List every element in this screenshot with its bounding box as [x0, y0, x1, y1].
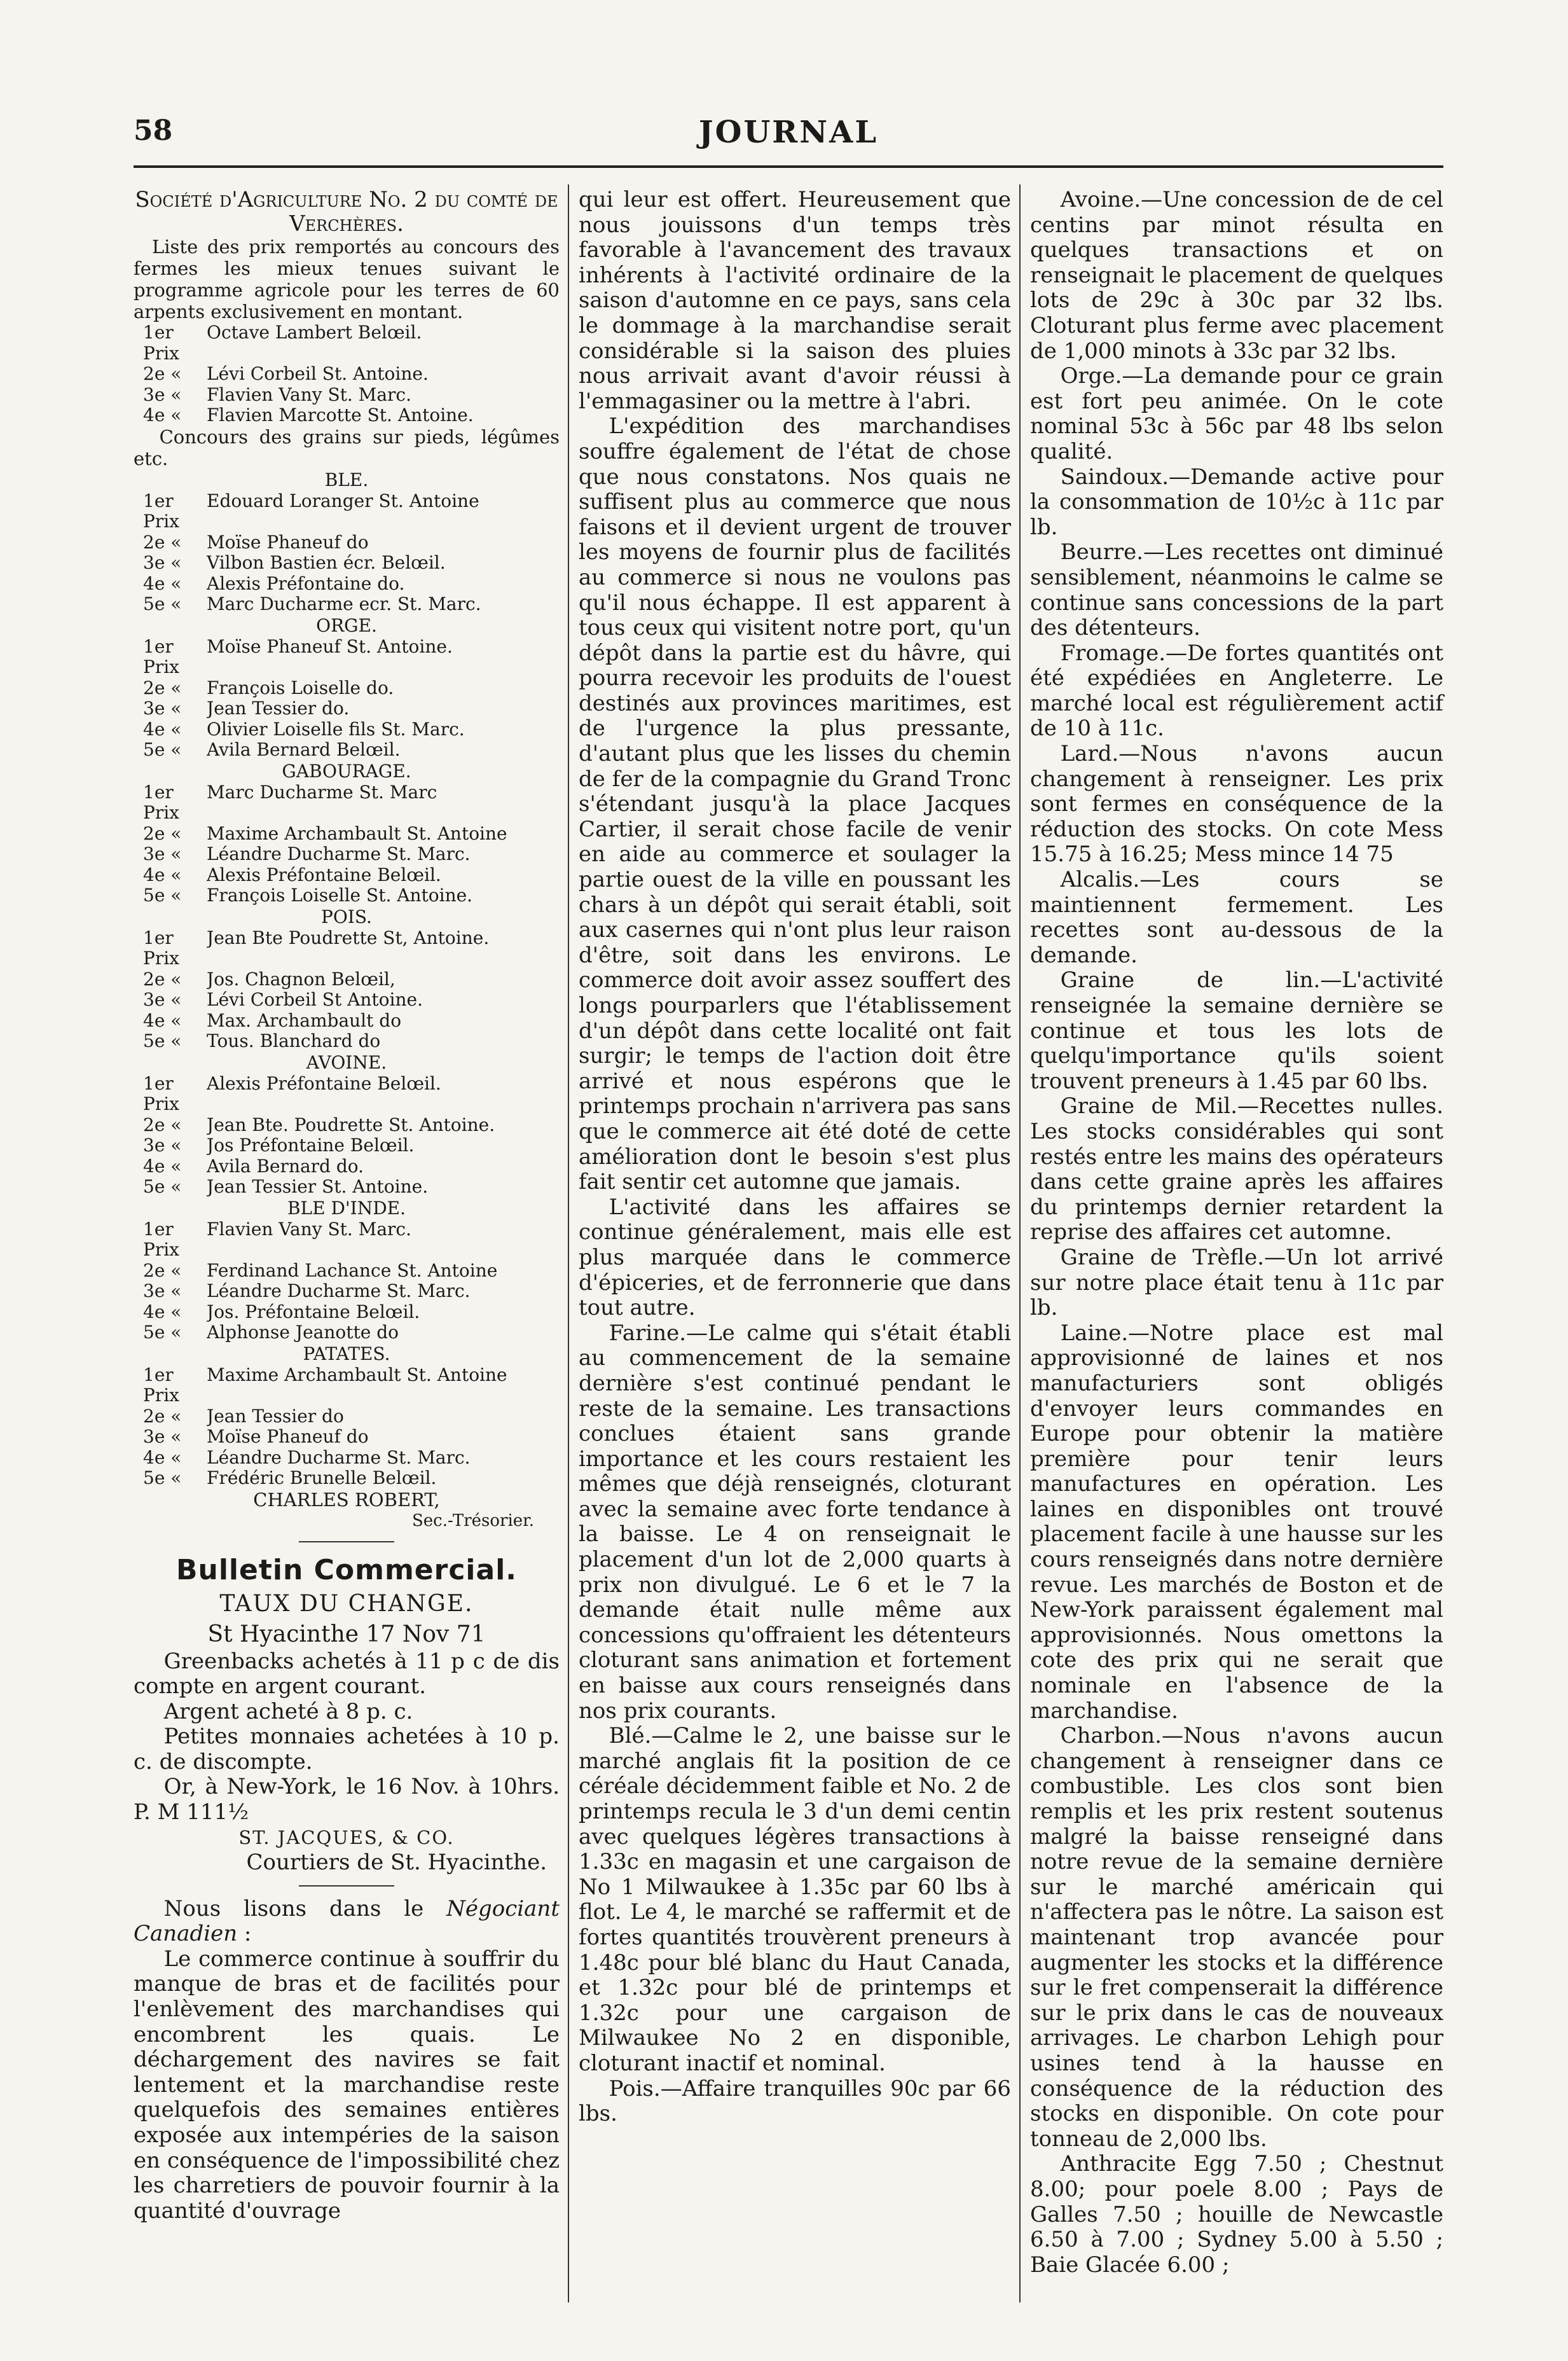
winner-name: Moïse Phaneuf St. Antoine. [207, 636, 453, 657]
exchange-title: TAUX DU CHANGE. [219, 1590, 474, 1617]
winner-name: Maxime Archambault St. Antoine [207, 823, 507, 844]
crop-result-entry [134, 1302, 560, 1323]
winner-name: Jos Préfontaine Belœil. [207, 1135, 415, 1156]
crop-result-entry [134, 1468, 560, 1489]
prize-rank: 4e « [143, 405, 182, 426]
prize-rank: 1er Prix [143, 1218, 179, 1260]
prize-rank: 5e « [143, 1030, 182, 1051]
winner-name: Vilbon Bastien écr. Belœil. [207, 553, 446, 573]
crop-result-entry [134, 865, 560, 886]
crop-result-entry [134, 1177, 560, 1198]
prize-rank: 4e « [143, 1446, 182, 1468]
quoted-paper-name: Négociant Canadien [134, 1895, 560, 1947]
prize-rank: 2e « [143, 363, 182, 384]
winner-name: Marc Ducharme ecr. St. Marc. [207, 594, 481, 614]
market-report-oats: Avoine.—Une concession de de cel centins par minot résulta en quelques transactions et on renseignait le placement de quelques lots de 29c à 30c par 32 lbs. Cloturant plus ferme avec placement de 1,000 minots à 33c par 32 lbs. [1030, 187, 1443, 364]
crop-result-entry [134, 844, 560, 865]
crop-result-entry [134, 824, 560, 845]
standing-crops-intro: Concours des grains sur pieds, légûmes etc. [134, 426, 560, 469]
exchange-paragraph: Argent acheté à 8 p. c. [163, 1698, 413, 1724]
prize-rank: 2e « [143, 968, 182, 990]
winner-name: Edouard Loranger St. Antoine [207, 490, 479, 511]
market-report-wool: Laine.—Notre place est mal approvisionné de laines et nos manufacturiers sont obligés d'envoyer leurs commandes en Europe pour obtenir la matière première pour tenir leurs manufactures en opération. Les laines en disponibles ont trouvé placement facile à une hausse sur les cours renseignés dans notre dernière revue. Les marchés de Boston et de New-York paraissent également mal approvisionnés. Nous omettons la cote des prix qui ne serait que nominale en l'absence de la marchandise. [1030, 1320, 1443, 1724]
winner-name: François Loiselle do. [207, 677, 394, 698]
crop-result-entry [134, 678, 560, 699]
prize-rank: 1er Prix [143, 322, 179, 364]
exchange-dateline: St Hyacinthe 17 Nov 71 [207, 1621, 486, 1647]
crop-result-entry [134, 885, 560, 906]
prize-list-intro: Liste des prix remportés au concours des fermes les mieux tenues suivant le programme agricole pour les terres de 60 arpents exclusivement en montant. [134, 236, 560, 322]
market-report-lard: Saindoux.—Demande active pour la consommation de 10½c à 11c par lb. [1030, 464, 1443, 540]
article-paragraph: L'activité dans les affaires se continue généralement, mais elle est plus marquée dans le commerce d'épiceries, et de ferronnerie que dans tout autre. [579, 1194, 1011, 1321]
farm-result-entry [134, 322, 560, 364]
crop-title: GABOURAGE. [282, 760, 411, 782]
prize-rank: 3e « [143, 843, 182, 864]
prize-rank: 3e « [143, 698, 182, 719]
prize-rank: 2e « [143, 822, 182, 844]
prize-rank: 1er Prix [143, 781, 179, 823]
winner-name: Moïse Phaneuf do [207, 532, 369, 553]
prize-rank: 5e « [143, 1467, 182, 1488]
quote-body: Le commerce continue à souffrir du manque de bras et de facilités pour l'enlèvement des marchandises qui encombrent les quais. Le déchargement des navires se fait lentement et la marchandise reste quelquefois des semaines entières exposée aux intempéries de la saison en conséquence de l'impossibilité chez les charretiers de pouvoir fournir à la quantité d'ouvrage [134, 1946, 560, 2224]
winner-name: Léandre Ducharme St. Marc. [207, 844, 471, 864]
winner-name: Alexis Préfontaine do. [207, 573, 405, 594]
prize-rank: 1er Prix [143, 490, 179, 532]
winner-name: Alphonse Jeanotte do [207, 1322, 399, 1343]
prize-rank: 1er Prix [143, 1072, 179, 1114]
market-report-pork: Lard.—Nous n'avons aucun changement à renseigner. Les prix sont fermes en conséquence de la réduction des stocks. On cote Mess 15.75 à 16.25; Mess mince 14 75 [1030, 741, 1443, 868]
exchange-paragraph: Petites monnaies achetées à 10 p. c. de discompte. [134, 1724, 560, 1775]
prize-rank: 2e « [143, 531, 182, 553]
market-report-coal-prices: Anthracite Egg 7.50 ; Chestnut 8.00; pour poele 8.00 ; Pays de Galles 7.50 ; houille de Newcastle 6.50 à 7.00 ; Sydney 5.00 à 5.50 ; Baie Glacée 6.00 ; [1030, 2151, 1443, 2278]
market-report-timothy-seed: Graine de Mil.—Recettes nulles. Les stocks considérables qui sont restés entre les mains des opérateurs dans cette graine après les affaires du printemps dernier retardent la reprise des affaires cet automne. [1030, 1093, 1443, 1245]
prize-rank: 1er Prix [143, 635, 179, 677]
crop-title: POIS. [321, 906, 372, 927]
prize-rank: 3e « [143, 552, 182, 573]
crop-result-entry [134, 1011, 560, 1032]
winner-name: Lévi Corbeil St Antoine. [207, 990, 423, 1010]
crop-title: PATATES. [303, 1343, 390, 1364]
crop-results [134, 469, 560, 1489]
crop-result-entry [134, 782, 560, 824]
crop-result-entry [134, 532, 560, 553]
market-report-wheat: Blé.—Calme le 2, une baisse sur le marché anglais fit la position de ce céréale décidemment faible et No. 2 de printemps recula le 3 d'un demi centin avec quelques légères transactions à 1.33c en magasin et une cargaison de No 1 Milwaukee à 1.35c par 60 lbs à flot. Le 4, le marché se raffermit et de fortes quantités trouvèrent preneurs à 1.48c pour blé blanc du Haut Canada, et 1.32c pour blé de printemps et 1.32c pour une cargaison de Milwaukee No 2 en disponible, cloturant inactif et nominal. [579, 1723, 1011, 2076]
prize-rank: 4e « [143, 718, 182, 740]
crop-result-entry [134, 594, 560, 615]
farm-result-entry [134, 385, 560, 406]
winner-name: Marc Ducharme St. Marc [207, 782, 437, 803]
prize-rank: 4e « [143, 864, 182, 885]
winner-name: Léandre Ducharme St. Marc. [207, 1281, 471, 1301]
section-divider [299, 1885, 394, 1887]
winner-name: Lévi Corbeil St. Antoine. [207, 364, 429, 384]
winner-name: Jean Tessier St. Antoine. [207, 1177, 429, 1197]
winner-name: Jean Bte Poudrette St, Antoine. [207, 927, 490, 948]
signature-title: Sec.-Trésorier. [411, 1511, 534, 1530]
market-report-peas: Pois.—Affaire tranquilles 90c par 66 lbs. [579, 2075, 1011, 2127]
winner-name: Jean Tessier do. [207, 698, 350, 719]
winner-name: Olivier Loiselle fils St. Marc. [207, 719, 465, 740]
crop-result-entry [134, 1031, 560, 1052]
prize-rank: 5e « [143, 885, 182, 906]
article-paragraph: qui leur est offert. Heureusement que nous jouissons d'un temps très favorable à l'avancement des travaux inhérents à l'activité ordinaire de la saison d'automne en ce pays, sans cela le dommage à la marchandise serait considérable si la saison des pluies nous arrivait avant d'avoir réussi à l'emmagasiner ou la mettre à l'abri. [579, 187, 1011, 414]
firm-name: ST. JACQUES, & CO. [238, 1826, 455, 1848]
section-divider [299, 1541, 394, 1542]
prize-rank: 5e « [143, 1176, 182, 1197]
crop-result-entry [134, 1135, 560, 1156]
market-report-clover-seed: Graine de Trèfle.—Un lot arrivé sur notre place était tenu à 11c par lb. [1030, 1244, 1443, 1321]
winner-name: Avila Bernard do. [207, 1156, 364, 1177]
winner-name: François Loiselle St. Antoine. [207, 885, 473, 906]
winner-name: Max. Archambault do [207, 1010, 402, 1031]
article-paragraph: L'expédition des marchandises souffre également de l'état de chose que nous constatons. Nos quais ne suffisent plus au commerce que nous faisons et il devient urgent de trouver les moyens de fournir plus de facilités au commerce si nous ne voulons pas qu'il nous échappe. Il est apparent à tous ceux qui visitent notre port, qu'un dépôt dans la partie est du hâvre, qui pourra recevoir les produits de l'ouest destinés aux provinces maritimes, est de l'urgence la plus pressante, d'autant plus que les lisses du chemin de fer de la compagnie du Grand Tronc s'étendant jusqu'à la place Jacques Cartier, il serait chose facile de venir en aide au commerce et soulager la partie ouest de la ville en poussant les chars à un dépôt qui serait établi, soit aux casernes qui n'ont plus leur raison d'être, soit dans les environs. Le commerce doit avoir assez souffert des longs pourparlers que l'établissement d'un dépôt dans cette localité ont fait surgir; le temps de l'action doit être arrivé et nous espérons que le printemps prochain n'arrivera pas sans que le commerce ait été doté de cette amélioration dont le besoin s'est plus fait sentir cet automne que jamais. [579, 413, 1011, 1195]
crop-result-entry [134, 491, 560, 532]
prize-rank: 1er Prix [143, 1364, 179, 1406]
crop-result-entry [134, 1115, 560, 1136]
winner-name: Frédéric Brunelle Belœil. [207, 1468, 437, 1488]
prize-rank: 3e « [143, 1426, 182, 1447]
exchange-paragraph: Or, à New-York, le 16 Nov. à 10hrs. P. M 111½ [134, 1774, 560, 1825]
prize-rank: 3e « [143, 384, 182, 405]
market-report-coal: Charbon.—Nous n'avons aucun changement à renseigner dans ce combustible. Les clos sont bien remplis et les prix restent soutenus malgré la baisse renseigné dans notre revue de la semaine dernière sur le marché américain qui n'affectera pas le nôtre. La saison est maintenant trop avancée pour augmenter les stocks et la différence sur le fret compenserait la différence sur le prix dans le cas de nouveaux arrivages. Le charbon Lehigh pour usines tend à la hausse en conséquence de la réduction des stocks en disponible. On cote pour tonneau de 2,000 lbs. [1030, 1723, 1443, 2152]
crop-title: BLE D'INDE. [287, 1197, 406, 1219]
winner-name: Maxime Archambault St. Antoine [207, 1364, 507, 1385]
prize-rank: 4e « [143, 572, 182, 594]
crop-result-entry [134, 553, 560, 574]
quote-intro [134, 1897, 560, 1947]
page-number: 58 [134, 114, 173, 147]
winner-name: Jean Bte. Poudrette St. Antoine. [207, 1114, 495, 1135]
winner-name: Alexis Préfontaine Belœil. [207, 1073, 441, 1094]
crop-result-entry [134, 740, 560, 761]
crop-title: BLE. [324, 469, 369, 490]
column-2 [579, 188, 1011, 2127]
crop-result-entry [134, 637, 560, 678]
crop-result-entry [134, 1281, 560, 1302]
prize-rank: 2e « [143, 1259, 182, 1281]
crop-result-entry [134, 1219, 560, 1261]
society-title: Société d'Agriculture No. 2 du comté de Verchères. [135, 187, 558, 237]
crop-result-entry [134, 928, 560, 969]
market-report-cheese: Fromage.—De fortes quantités ont été expédiées en Angleterre. Le marché local est régulièrement actif de 10 à 11c. [1030, 640, 1443, 742]
market-report-alkalis: Alcalis.—Les cours se maintiennent fermement. Les recettes sont au-dessous de la demande. [1030, 867, 1443, 968]
firm-role: Courtiers de St. Hyacinthe. [246, 1849, 547, 1875]
header-rule [134, 165, 1443, 168]
winner-name: Léandre Ducharme St. Marc. [207, 1447, 471, 1468]
crop-result-entry [134, 574, 560, 595]
prize-rank: 3e « [143, 989, 182, 1010]
market-report-flaxseed: Graine de lin.—L'activité renseignée la semaine dernière se continue et tous les lots de quelqu'importance qu'ils soient trouvent preneurs à 1.45 par 60 lbs. [1030, 967, 1443, 1094]
prize-rank: 2e « [143, 1114, 182, 1135]
market-report-flour: Farine.—Le calme qui s'était établi au commencement de la semaine dernière s'est continué pendant le reste de la semaine. Les transactions conclues étaient sans grande importance et les cours restaient les mêmes que déjà renseignés, cloturant avec la semaine avec forte tendance à la baisse. Le 4 on renseignait le placement d'un lot de 2,000 quarts à prix non divulgué. Le 6 et le 7 la demande était nulle même aux concessions qu'offraient les détenteurs cloturant sans animation et fortement en baisse aux cours renseignés dans nos prix courants. [579, 1320, 1011, 1724]
winner-name: Ferdinand Lachance St. Antoine [207, 1260, 498, 1281]
winner-name: Moïse Phaneuf do [207, 1427, 369, 1447]
crop-result-entry [134, 1156, 560, 1177]
prize-rank: 4e « [143, 1301, 182, 1322]
prize-rank: 4e « [143, 1155, 182, 1177]
crop-result-entry [134, 1365, 560, 1406]
prize-rank: 5e « [143, 739, 182, 760]
winner-name: Tous. Blanchard do [207, 1031, 381, 1051]
prize-rank: 4e « [143, 1009, 182, 1031]
page-header [134, 114, 1443, 153]
crop-result-entry [134, 990, 560, 1011]
exchange-paragraph: Greenbacks achetés à 11 p c de dis compte en argent courant. [134, 1648, 560, 1700]
winner-name: Octave Lambert Belœil. [207, 322, 422, 343]
crop-result-entry [134, 969, 560, 990]
bulletin-title: Bulletin Commercial. [175, 1553, 518, 1586]
market-report-butter: Beurre.—Les recettes ont diminué sensiblement, néanmoins le calme se continue sans concessions de la part des détenteurs. [1030, 539, 1443, 641]
prize-rank: 3e « [143, 1280, 182, 1301]
crop-result-entry [134, 1261, 560, 1282]
crop-title: ORGE. [316, 614, 377, 636]
winner-name: Alexis Préfontaine Belœil. [207, 864, 441, 885]
winner-name: Flavien Marcotte St. Antoine. [207, 405, 474, 426]
column-divider-right [1019, 184, 1021, 2302]
prize-rank: 1er Prix [143, 927, 179, 969]
farm-results [134, 322, 560, 426]
quote-intro-text: Nous lisons dans le [163, 1895, 447, 1921]
crop-result-entry [134, 1406, 560, 1427]
prize-rank: 2e « [143, 1405, 182, 1427]
winner-name: Jos. Préfontaine Belœil. [207, 1301, 420, 1322]
crop-title: AVOINE. [306, 1051, 387, 1073]
market-report-barley: Orge.—La demande pour ce grain est fort peu animée. On le cote nominal 53c à 56c par 48 lbs selon qualité. [1030, 363, 1443, 464]
quote-intro-colon: : [237, 1921, 252, 1947]
winner-name: Jos. Chagnon Belœil, [207, 969, 395, 990]
winner-name: Avila Bernard Belœil. [207, 740, 401, 760]
prize-rank: 3e « [143, 1135, 182, 1156]
column-divider-left [568, 184, 569, 2302]
winner-name: Jean Tessier do [207, 1406, 344, 1427]
prize-rank: 2e « [143, 677, 182, 698]
crop-result-entry [134, 1448, 560, 1469]
crop-result-entry [134, 1427, 560, 1448]
crop-result-entry [134, 719, 560, 740]
column-3 [1030, 188, 1443, 2278]
running-title: JOURNAL [698, 114, 879, 150]
crop-result-entry [134, 698, 560, 719]
farm-result-entry [134, 364, 560, 385]
crop-result-entry [134, 1322, 560, 1343]
column-1 [134, 188, 560, 2224]
signature-name: CHARLES ROBERT, [253, 1488, 440, 1511]
winner-name: Flavien Vany St. Marc. [207, 1219, 412, 1240]
farm-result-entry [134, 405, 560, 426]
crop-result-entry [134, 1074, 560, 1115]
prize-rank: 5e « [143, 1322, 182, 1343]
winner-name: Flavien Vany St. Marc. [207, 384, 412, 405]
prize-rank: 5e « [143, 593, 182, 614]
